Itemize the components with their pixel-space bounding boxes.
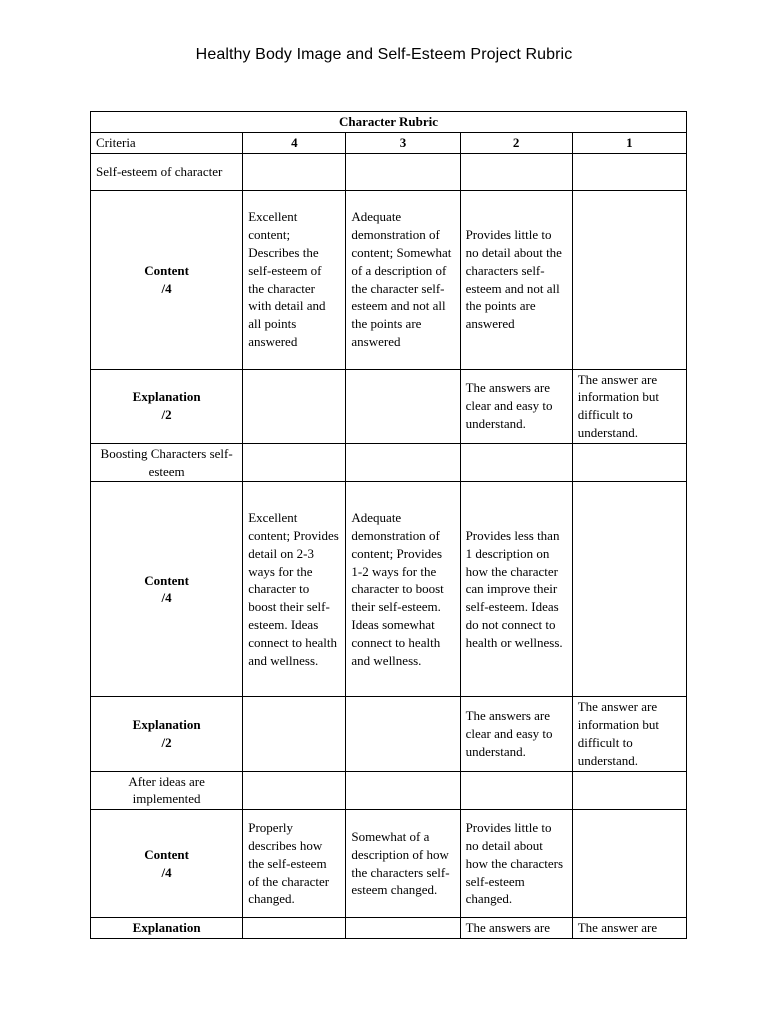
empty-cell [243,153,346,190]
criterion-label [91,918,243,939]
criterion-label [91,697,243,771]
criterion-label [91,190,243,369]
descriptor-1: The answer are [572,918,686,939]
explanation-row [91,918,687,939]
criterion-name: Content [144,846,189,862]
descriptor-3: Adequate demonstration of content; Provides 1-2 ways for the character to boost their self-esteem. Ideas somewhat connect to health and wellness. [346,482,460,697]
empty-cell [460,153,572,190]
content-row [91,482,687,697]
criterion-points: /4 [161,864,172,880]
descriptor-1 [572,190,686,369]
empty-cell [346,443,460,482]
caption-row [91,112,687,133]
descriptor-2: The answers are [460,918,572,939]
descriptor-3: Adequate demonstration of content; Somewhat of a description of the character self-esteem and not all the points are answered [346,190,460,369]
empty-cell [346,771,460,810]
header-criteria: Criteria [91,132,243,153]
descriptor-4: Properly describes how the self-esteem of the character changed. [243,810,346,918]
empty-cell [572,153,686,190]
descriptor-4: Excellent content; Provides detail on 2-3 ways for the character to boost their self-esteem. Ideas connect to health and wellness. [243,482,346,697]
empty-cell [572,771,686,810]
criterion-name: Explanation [132,717,201,733]
descriptor-4: Excellent content; Describes the self-esteem of the character with detail and all points answered [243,190,346,369]
criterion-name: Explanation [132,389,201,405]
content-row [91,810,687,918]
section-title: Boosting Characters self-esteem [91,443,243,482]
empty-cell [346,153,460,190]
section-title: After ideas are implemented [91,771,243,810]
explanation-row [91,697,687,771]
header-score-4: 4 [243,132,346,153]
section-row [91,153,687,190]
table-caption: Character Rubric [91,112,687,133]
descriptor-2: The answers are clear and easy to understand. [460,697,572,771]
descriptor-2: Provides less than 1 description on how the character can improve their self-esteem. Ideas do not connect to health or wellness. [460,482,572,697]
rubric-table [90,111,687,939]
criterion-label [91,482,243,697]
descriptor-4 [243,697,346,771]
page-title: Healthy Body Image and Self-Esteem Project Rubric [195,46,573,63]
criterion-label [91,810,243,918]
section-title: Self-esteem of character [91,153,243,190]
section-row [91,443,687,482]
descriptor-4 [243,918,346,939]
explanation-row [91,369,687,443]
descriptor-3 [346,697,460,771]
criterion-points: /2 [161,734,172,750]
criterion-points: /2 [161,407,172,423]
criterion-name: Explanation [132,920,201,936]
descriptor-1 [572,810,686,918]
section-row [91,771,687,810]
empty-cell [243,443,346,482]
empty-cell [243,771,346,810]
criterion-label [91,369,243,443]
descriptor-4 [243,369,346,443]
descriptor-1 [572,482,686,697]
header-score-3: 3 [346,132,460,153]
criterion-points: /4 [161,590,172,606]
header-score-1: 1 [572,132,686,153]
criterion-name: Content [144,572,189,588]
descriptor-3: Somewhat of a description of how the characters self-esteem changed. [346,810,460,918]
criterion-name: Content [144,262,189,278]
content-row [91,190,687,369]
descriptor-2: The answers are clear and easy to understand. [460,369,572,443]
descriptor-1: The answer are information but difficult to understand. [572,369,686,443]
descriptor-2: Provides little to no detail about the characters self-esteem and not all the points are answered [460,190,572,369]
empty-cell [460,771,572,810]
descriptor-1: The answer are information but difficult to understand. [572,697,686,771]
descriptor-2: Provides little to no detail about how the characters self-esteem changed. [460,810,572,918]
descriptor-3 [346,918,460,939]
criterion-points: /4 [161,280,172,296]
header-score-2: 2 [460,132,572,153]
empty-cell [460,443,572,482]
descriptor-3 [346,369,460,443]
empty-cell [572,443,686,482]
header-row [91,132,687,153]
